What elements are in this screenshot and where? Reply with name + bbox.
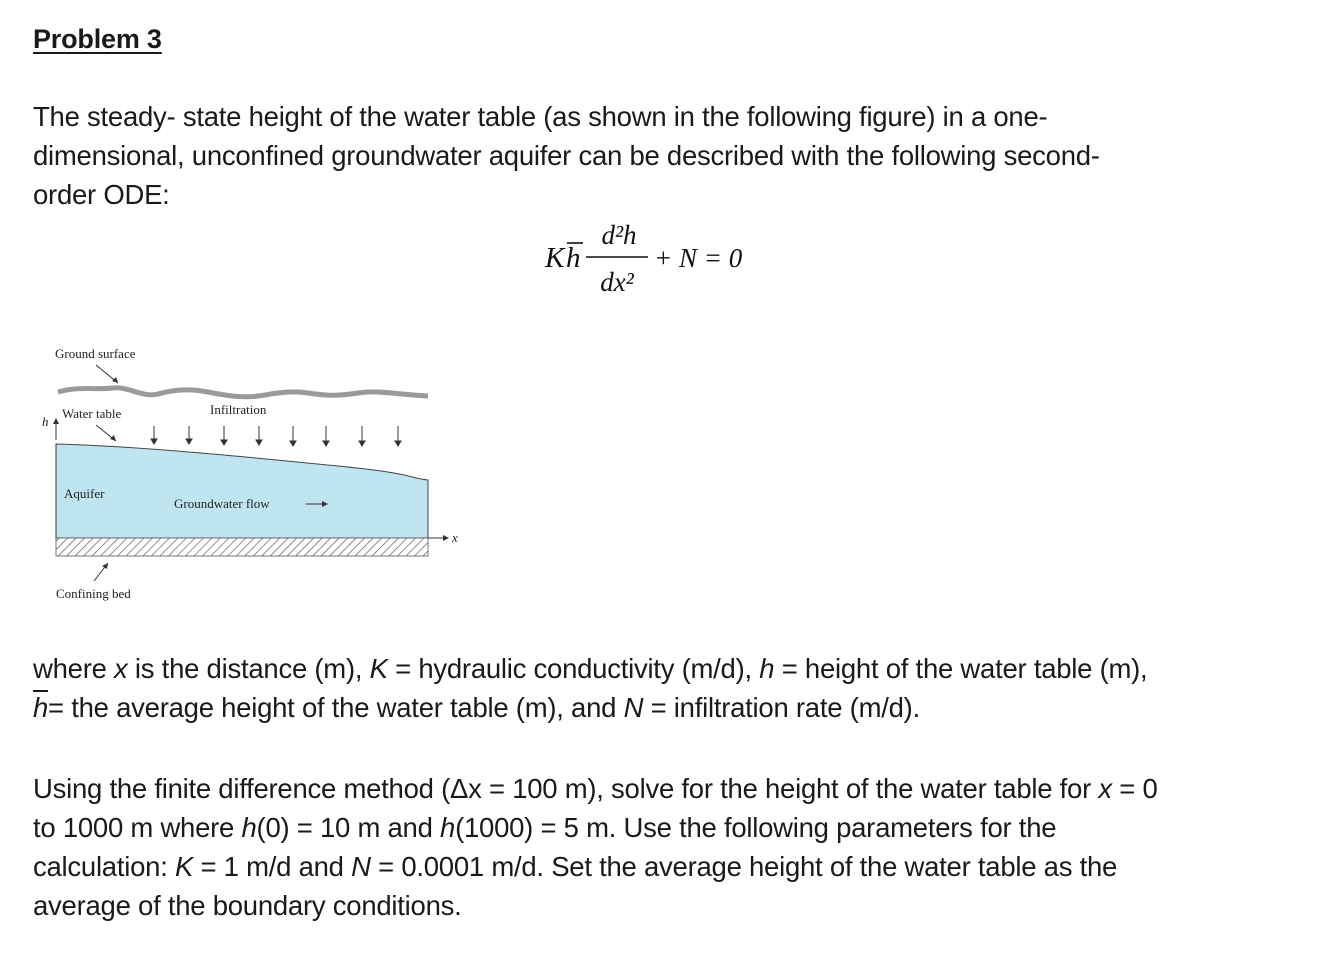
definitions-paragraph: [33, 649, 1147, 727]
task-line-2: to 1000 m where h(0) = 10 m and h(1000) = 5 m. Use the following parameters for the: [33, 812, 1057, 843]
ode-equation: [540, 212, 780, 302]
aquifer-body: [56, 444, 428, 538]
ground-surface-label: Ground surface: [55, 346, 136, 361]
confining-bed-label: Confining bed: [56, 586, 131, 601]
ground-surface-line: [58, 388, 428, 397]
task-line-3: calculation: K = 1 m/d and N = 0.0001 m/d. Set the average height of the water table as the: [33, 851, 1118, 882]
confining-bed: [56, 538, 428, 556]
definitions-line-2: $\overline{h}=$ the average height of the water table (m), and N = infiltration rate (m/d).: [33, 692, 920, 723]
water-table-label: Water table: [62, 406, 122, 421]
intro-line-2: dimensional, unconfined groundwater aquifer can be described with the following second-: [33, 140, 1100, 171]
equation-k: K: [545, 242, 565, 274]
aquifer-figure: [38, 338, 478, 608]
intro-paragraph: [33, 97, 1100, 214]
equation-numerator: d²h: [601, 220, 637, 250]
equation-rest: + N = 0: [654, 243, 743, 273]
problem-title: Problem 3: [33, 24, 162, 54]
task-line-4: average of the boundary conditions.: [33, 890, 462, 921]
equation-denominator: dx²: [600, 267, 634, 297]
definitions-line-1: where x is the distance (m), K = hydraulic conductivity (m/d), h = height of the water table (m),: [33, 653, 1148, 684]
groundwater-flow-label: Groundwater flow: [174, 496, 270, 511]
x-axis-label: x: [452, 530, 458, 545]
aquifer-label: Aquifer: [64, 486, 105, 501]
intro-line-3: order ODE:: [33, 179, 170, 210]
h-axis-label: h: [42, 414, 49, 429]
task-line-1: Using the finite difference method (Δx = 100 m), solve for the height of the water table for x = 0: [33, 773, 1158, 804]
infiltration-arrows: [151, 426, 401, 446]
infiltration-label: Infiltration: [210, 402, 267, 417]
task-paragraph: [33, 769, 1158, 925]
intro-line-1: The steady- state height of the water table (as shown in the following figure) in a one-: [33, 101, 1048, 132]
equation-hbar: h: [566, 242, 581, 274]
